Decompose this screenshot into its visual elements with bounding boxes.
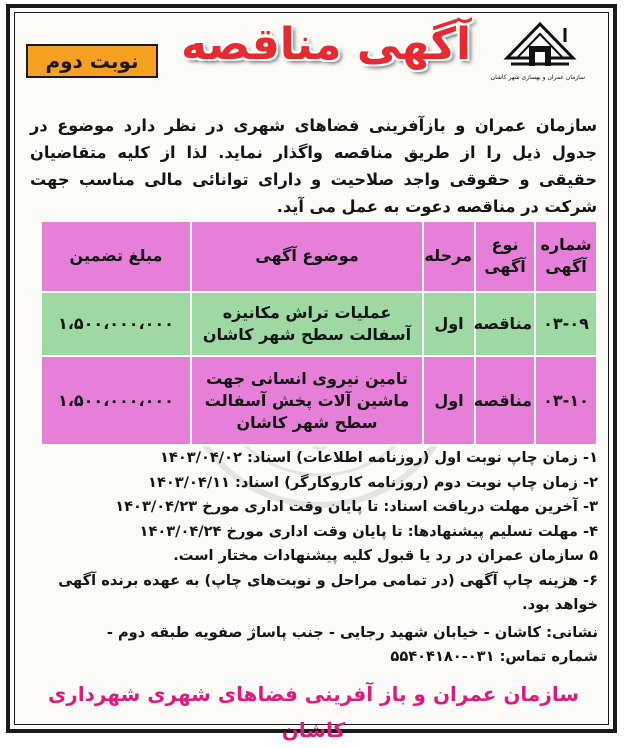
condition-item: ۲- زمان چاپ نوبت دوم (روزنامه کاروکارگر) اسناد: ۱۴۰۳/۰۴/۱۱	[148, 473, 598, 491]
cell-subject: عملیات تراش مکانیزه آسفالت سطح شهر کاشان	[191, 292, 423, 357]
intro-paragraph: سازمان عمران و بازآفرینی فضاهای شهری در نظر دارد موضوع در جدول ذیل را از طریق مناقصه واگذار نماید. لذا از کلیه متقاضیان حقیقی و حقوقی واجد صلاحیت و دارای توانائی مالی مناسب جهت شرکت در مناقصه دعوت به عمل می آید.	[30, 116, 597, 216]
contact-block	[28, 621, 598, 669]
cell-stage: اول	[423, 292, 475, 357]
condition-item: ۴- مهلت تسلیم پیشنهادها: تا پایان وقت اداری مورخ ۱۴۰۳/۰۴/۲۴	[139, 522, 598, 540]
condition-item: ۳- آخرین مهلت دریافت اسناد: تا پایان وقت اداری مورخ ۱۴۰۳/۰۴/۲۳	[115, 498, 598, 515]
phone-line: شماره تماس: ۰۳۱-۵۵۴۰۴۱۸۰	[390, 648, 598, 665]
header-number: شماره آگهی	[535, 221, 597, 292]
organization-logo	[490, 18, 585, 84]
condition-item: ۱- زمان چاپ نوبت اول (روزنامه اطلاعات) اسناد: ۱۴۰۳/۰۴/۰۲	[160, 449, 598, 466]
conditions-list	[28, 446, 598, 618]
address-line: نشانی: کاشان - خیابان شهید رجایی - جنب پاساژ صفویه طبقه دوم -	[106, 624, 598, 641]
tender-table	[40, 220, 598, 446]
cell-deposit: ۱،۵۰۰،۰۰۰،۰۰۰	[41, 292, 191, 357]
cell-type: مناقصه	[475, 292, 535, 357]
condition-item: ۶- هزینه چاپ آگهی (در تمامی مراحل و نوبت‌های چاپ) به عهده برنده آگهی خواهد بود.	[58, 571, 598, 613]
cell-subject: تامین نیروی انسانی جهت ماشین آلات پخش آسفالت سطح شهر کاشان	[191, 356, 423, 445]
cell-number: ۰۳-۱۰	[535, 356, 597, 445]
header-stage: مرحله	[423, 221, 475, 292]
header-subject: موضوع آگهی	[191, 221, 423, 292]
round-badge: نوبت دوم	[26, 44, 158, 78]
cell-number: ۰۳-۰۹	[535, 292, 597, 357]
notice-title: آگهی مناقصه	[180, 19, 472, 70]
cell-stage: اول	[423, 356, 475, 445]
footer-organization: سازمان عمران و باز آفرینی فضاهای شهری شهرداری کاشان	[47, 682, 580, 742]
cell-type: مناقصه	[475, 356, 535, 445]
cell-deposit: ۱،۵۰۰،۰۰۰،۰۰۰	[41, 356, 191, 445]
table-row	[41, 292, 597, 357]
table-row	[41, 356, 597, 445]
header-deposit: مبلغ تضمین	[41, 221, 191, 292]
building-logo-icon	[495, 18, 585, 78]
logo-caption: سازمان عمران و بهسازی شهر کاشان	[490, 74, 585, 81]
condition-item: ۵ سازمان عمران در رد یا قبول کلیه پیشنهادات مختار است.	[173, 547, 598, 564]
table-header-row	[41, 221, 597, 292]
header-type: نوع آگهی	[475, 221, 535, 292]
